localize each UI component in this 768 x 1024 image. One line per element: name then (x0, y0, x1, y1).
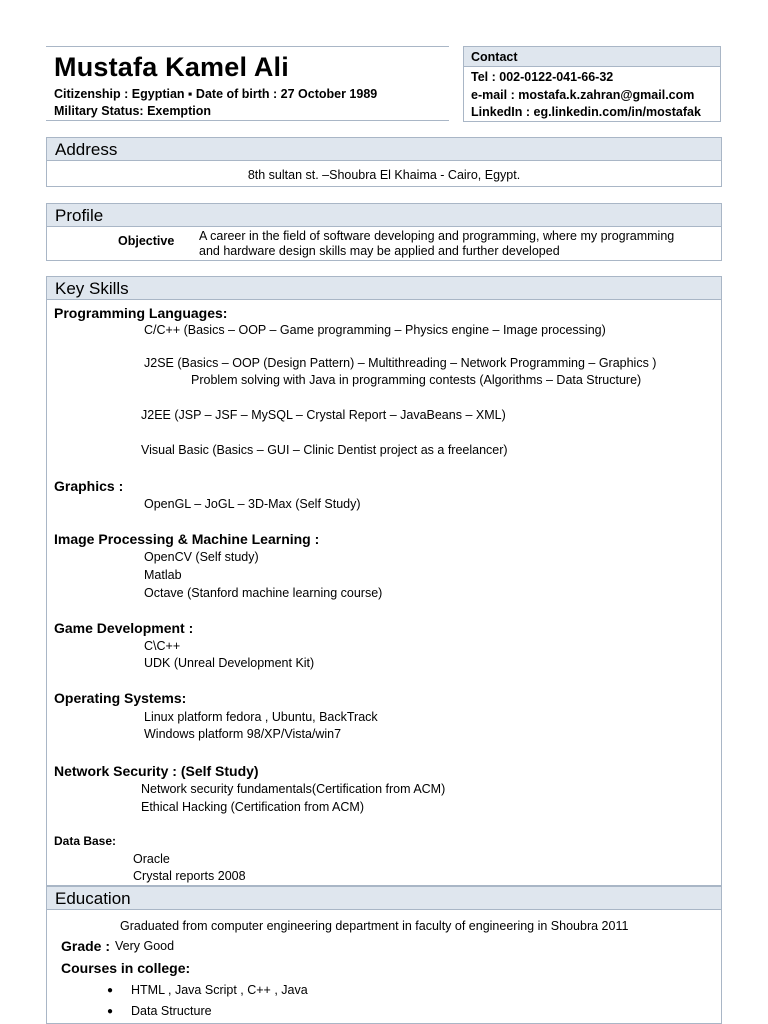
contact-box (463, 46, 721, 122)
contact-tel: Tel : 002-0122-041-66-32 (471, 70, 614, 84)
bullet-icon: ● (107, 1006, 114, 1017)
skill-network-fundamentals: Network security fundamentals(Certification from ACM) (141, 782, 446, 796)
header-bottom-rule (46, 120, 449, 121)
skill-opengl: OpenGL – JoGL – 3D-Max (Self Study) (144, 497, 361, 511)
skill-crystal-reports: Crystal reports 2008 (133, 869, 246, 883)
citizenship-line: Citizenship : Egyptian ▪ Date of birth : 27 October 1989 (54, 87, 378, 101)
military-status: Military Status: Exemption (54, 104, 211, 118)
objective-line-1: A career in the field of software developing and programming, where my programming (199, 229, 675, 243)
objective-line-2: and hardware design skills may be applied and further developed (199, 244, 560, 258)
database-title: Data Base: (54, 834, 117, 848)
skill-udk: UDK (Unreal Development Kit) (144, 656, 315, 670)
header-top-rule (46, 46, 449, 47)
grade-label: Grade : (61, 938, 111, 954)
course-item: HTML , Java Script , C++ , Java (131, 983, 308, 997)
address-heading: Address (46, 137, 722, 161)
skill-oracle: Oracle (133, 852, 170, 866)
graduation-text: Graduated from computer engineering department in faculty of engineering in Shoubra 2011 (120, 919, 629, 933)
programming-languages-title: Programming Languages: (54, 305, 228, 321)
skill-linux: Linux platform fedora , Ubuntu, BackTrack (144, 710, 378, 724)
skill-game-cpp: C\C++ (144, 639, 181, 653)
contact-title: Contact (464, 47, 720, 67)
courses-title: Courses in college: (61, 960, 191, 976)
objective-label: Objective (118, 234, 175, 248)
profile-heading: Profile (46, 203, 722, 227)
game-development-title: Game Development : (54, 620, 194, 636)
grade-value: Very Good (115, 939, 175, 953)
image-processing-title: Image Processing & Machine Learning : (54, 531, 320, 547)
skill-matlab: Matlab (144, 568, 182, 582)
graphics-title: Graphics : (54, 478, 124, 494)
skill-octave: Octave (Stanford machine learning course) (144, 586, 383, 600)
skill-j2se-contests: Problem solving with Java in programming contests (Algorithms – Data Structure) (191, 373, 642, 387)
skill-windows: Windows platform 98/XP/Vista/win7 (144, 727, 342, 741)
key-skills-heading: Key Skills (46, 276, 722, 300)
skill-j2se: J2SE (Basics – OOP (Design Pattern) – Multithreading – Network Programming – Graphics ) (144, 356, 657, 370)
skill-ethical-hacking: Ethical Hacking (Certification from ACM) (141, 800, 364, 814)
skill-j2ee: J2EE (JSP – JSF – MySQL – Crystal Report – JavaBeans – XML) (141, 408, 506, 422)
contact-linkedin: LinkedIn : eg.linkedin.com/in/mostafak (471, 105, 701, 119)
bullet-icon: ● (107, 985, 114, 996)
address-text: 8th sultan st. –Shoubra El Khaima - Cairo, Egypt. (247, 168, 521, 182)
skill-visual-basic: Visual Basic (Basics – GUI – Clinic Dentist project as a freelancer) (141, 443, 508, 457)
candidate-name: Mustafa Kamel Ali (54, 52, 289, 82)
network-security-title: Network Security : (Self Study) (54, 763, 259, 779)
skill-cpp: C/C++ (Basics – OOP – Game programming – Physics engine – Image processing) (144, 323, 606, 337)
course-item: Data Structure (131, 1004, 212, 1018)
contact-email: e-mail : mostafa.k.zahran@gmail.com (471, 87, 695, 102)
operating-systems-title: Operating Systems: (54, 690, 187, 706)
education-heading: Education (46, 886, 722, 910)
skill-opencv: OpenCV (Self study) (144, 550, 259, 564)
